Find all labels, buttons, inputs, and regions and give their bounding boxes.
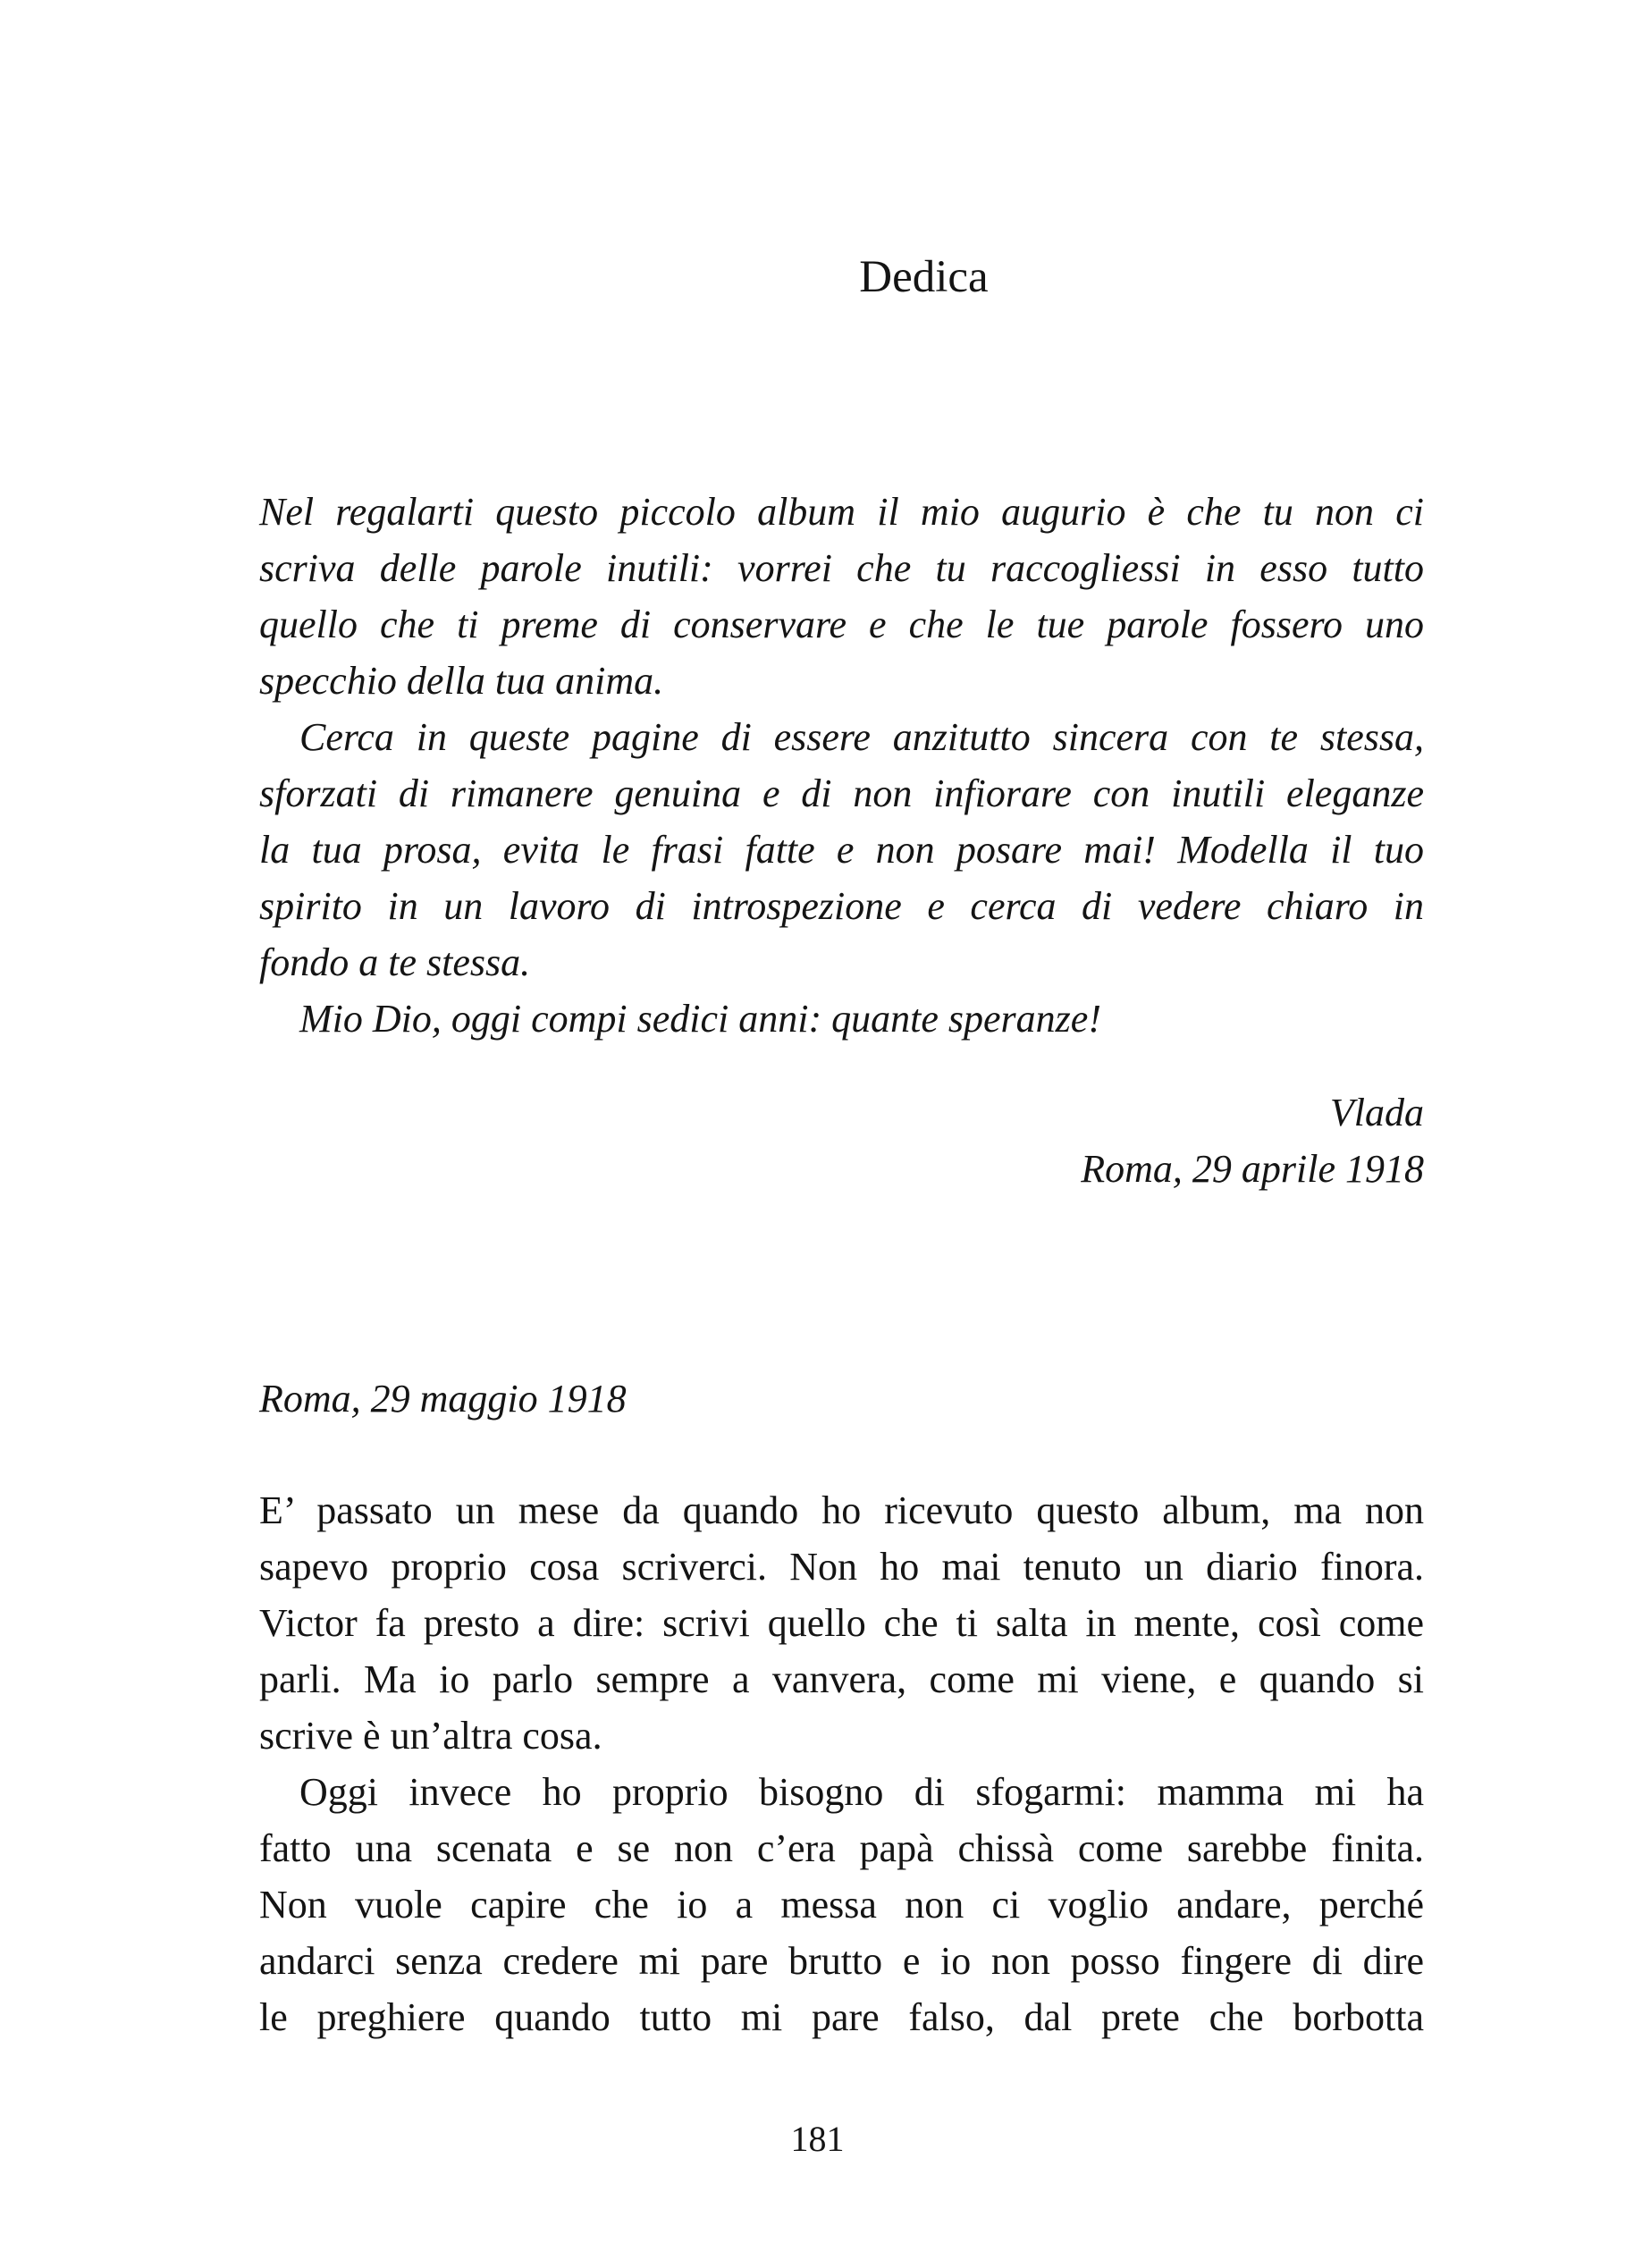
dedication-section (259, 484, 1424, 1197)
diary-paragraph-2 (259, 1764, 1424, 2045)
text-line: sapevo proprio cosa scriverci. Non ho mai tenuto un diario finora. (259, 1545, 1424, 1589)
diary-entry-section (259, 1370, 1424, 2045)
text-line: Cerca in queste pagine di essere anzitutto sincera con te stessa, (299, 715, 1424, 759)
page-number: 181 (790, 2119, 845, 2159)
text-line: fondo a te stessa. (259, 940, 531, 984)
diary-date-heading (259, 1370, 1424, 1427)
text-line: andarci senza credere mi pare brutto e io non posso fingere di dire (259, 1939, 1424, 1983)
text-line: fatto una scenata e se non c’era papà chissà come sarebbe finita. (259, 1826, 1424, 1870)
signature-date: Roma, 29 aprile 1918 (1081, 1147, 1424, 1191)
text-line: le preghiere quando tutto mi pare falso, dal prete che borbotta (259, 1995, 1424, 2039)
text-line: Non vuole capire che io a messa non ci voglio andare, perché (259, 1883, 1424, 1927)
text-line: scrive è un’altra cosa. (259, 1714, 602, 1758)
dedication-signature (259, 1084, 1424, 1197)
text-line: E’ passato un mese da quando ho ricevuto questo album, ma non (259, 1488, 1424, 1532)
page-title: Dedica (859, 252, 989, 302)
text-line: Victor fa presto a dire: scrivi quello che ti salta in mente, così come (259, 1601, 1424, 1645)
signature-name: Vlada (1329, 1091, 1424, 1134)
text-line: Roma, 29 maggio 1918 (259, 1377, 627, 1421)
diary-paragraph-1 (259, 1482, 1424, 1764)
text-line: Nel regalarti questo piccolo album il mio augurio è che tu non ci (259, 490, 1424, 534)
text-line: sforzati di rimanere genuina e di non infiorare con inutili eleganze (259, 771, 1424, 815)
text-line: Oggi invece ho proprio bisogno di sfogarmi: mamma mi ha (299, 1770, 1424, 1814)
text-column (259, 0, 1424, 2167)
text-line: specchio della tua anima. (259, 659, 664, 703)
text-line: Mio Dio, oggi compi sedici anni: quante speranze! (299, 997, 1101, 1041)
text-line: spirito in un lavoro di introspezione e cerca di vedere chiaro in (259, 884, 1424, 928)
text-line: quello che ti preme di conservare e che le tue parole fossero uno (259, 603, 1424, 646)
dedication-paragraph-2 (259, 709, 1424, 991)
text-line: la tua prosa, evita le frasi fatte e non posare mai! Modella il tuo (259, 828, 1424, 872)
dedication-paragraph-1 (259, 484, 1424, 709)
text-line: scriva delle parole inutili: vorrei che tu raccogliessi in esso tutto (259, 546, 1424, 590)
dedication-paragraph-3 (259, 991, 1424, 1047)
text-line: parli. Ma io parlo sempre a vanvera, come mi viene, e quando si (259, 1657, 1424, 1701)
